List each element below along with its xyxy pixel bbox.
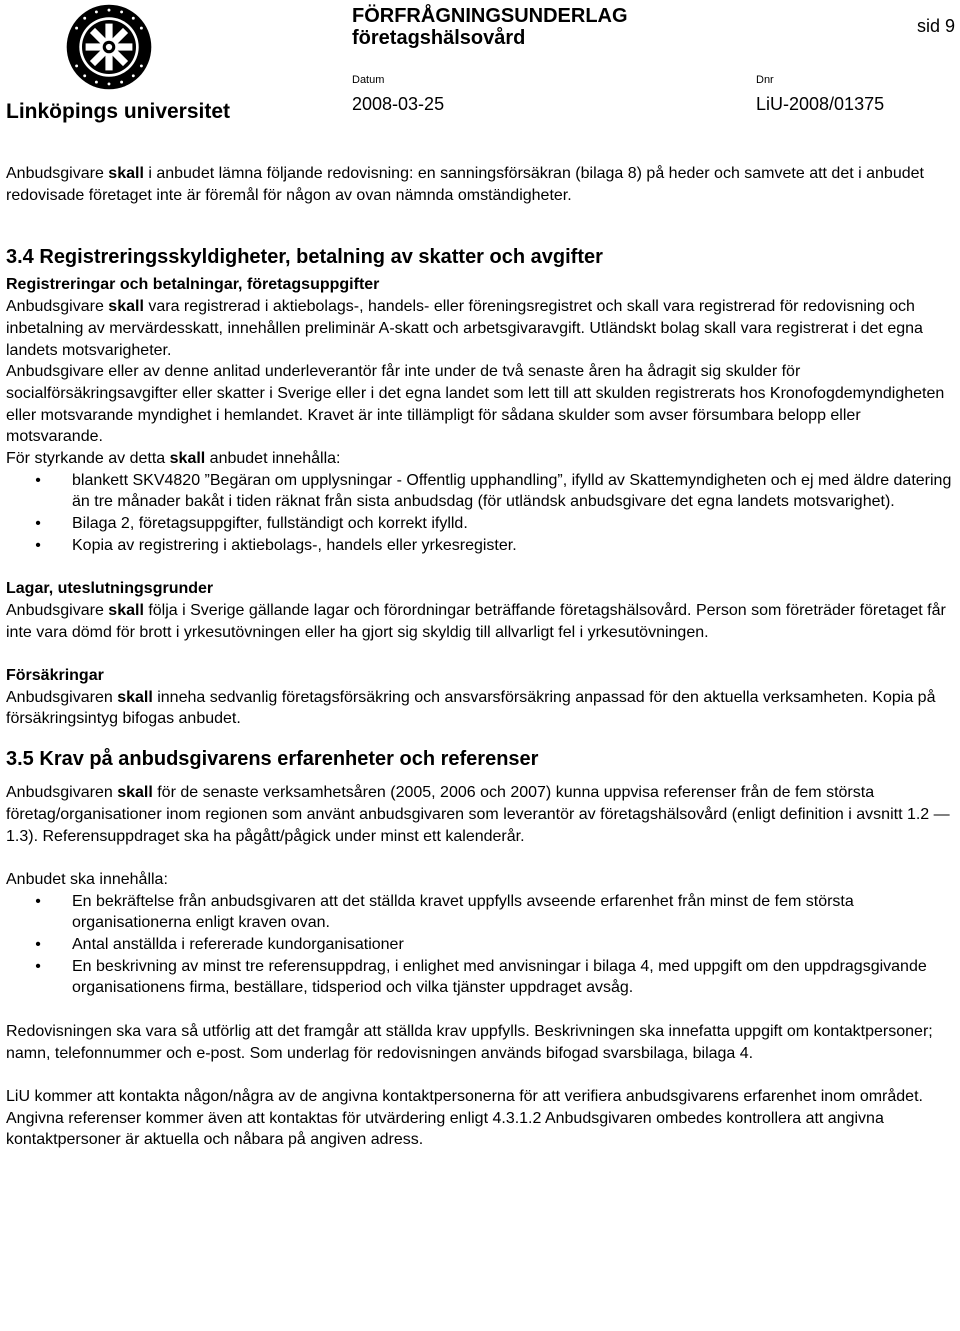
university-logo xyxy=(6,2,306,130)
list-item: • En bekräftelse från anbudsgivaren att det ställda kravet uppfylls avseende erfarenhet från minst de fem största organisationerna enligt kraven ovan. xyxy=(35,892,854,932)
svg-text:Linköpings universitet: Linköpings universitet xyxy=(6,100,231,123)
document-subtitle: företagshälsovård xyxy=(352,27,526,49)
date-label: Datum xyxy=(352,74,385,86)
list-item: • Antal anställda i refererade kundorganisationer xyxy=(35,936,404,954)
list-item: • blankett SKV4820 ”Begäran om upplysningar - Offentlig upphandling”, ifylld av Skattemyndigheten och ej med äldre datering än tre månader bakåt i tiden räknat från sista anbudsdag (för utländsk anbudsgivare det egna landets motsvarighet). xyxy=(35,471,952,511)
subheading-forsakringar: Försäkringar xyxy=(6,667,104,685)
document-body xyxy=(6,163,956,1151)
subheading-registreringar: Registreringar och betalningar, företagsuppgifter xyxy=(6,276,380,294)
bullet-list xyxy=(6,470,956,557)
bullet-list xyxy=(6,891,956,1000)
university-seal-icon xyxy=(64,2,154,92)
date-value: 2008-03-25 xyxy=(352,94,445,114)
intro-paragraph: Anbudsgivare skall i anbudet lämna följande redovisning: en sanningsförsäkran (bilaga 8) på heder och samvete att det i anbudet redovisade företaget inte är föremål för någon av ovan nämnda omständigheter. xyxy=(6,165,924,204)
document-title: FÖRFRÅGNINGSUNDERLAG xyxy=(352,5,628,27)
paragraph: Anbudsgivare skall följa i Sverige gällande lagar och förordningar beträffande företagshälsovård. Person som företräder företaget får inte vara dömd för brott i yrkesutövningen eller ha gjort sig skyldig till allvarligt fel i yrkesutövningen. xyxy=(6,601,946,641)
section-3-5-heading: 3.5 Krav på anbudsgivarens erfarenheter och referenser xyxy=(6,748,539,771)
list-item: • En beskrivning av minst tre referensuppdrag, i enlighet med anvisningar i bilaga 4, med uppgift om den uppdragsgivande organisationens firma, beställare, tidsperiod och vilka tjänster uppdraget avsåg. xyxy=(35,957,927,997)
dnr-value: LiU-2008/01375 xyxy=(756,94,885,114)
university-wordmark xyxy=(6,96,231,124)
paragraph: Redovisningen ska vara så utförlig att det framgår att ställda krav uppfylls. Beskrivningen ska innefatta uppgift om kontaktpersoner; namn, telefonnummer och e-post. Som underlag för redovisningen används bifogad svarsbilaga, bilaga 4. xyxy=(6,1022,933,1062)
list-item: • Bilaga 2, företagsuppgifter, fullständigt och korrekt ifylld. xyxy=(35,515,468,533)
paragraph: Anbudsgivare skall vara registrerad i aktiebolags-, handels- eller föreningsregistret och skall vara registrerad för redovisning och inbetalning av mervärdesskatt, innehållen preliminär A-skatt och arbetsgivaravgift. Utländskt bolag skall vara registrerat i det egna landets motsvarigheter. xyxy=(6,298,923,359)
section-3-4-heading: 3.4 Registreringsskyldigheter, betalning av skatter och avgifter xyxy=(6,246,603,269)
paragraph: Anbudsgivaren skall inneha sedvanlig företagsförsäkring och ansvarsförsäkring anpassad för den aktuella verksamheten. Kopia på försäkringsintyg bifogas anbudet. xyxy=(6,688,936,728)
dnr-label: Dnr xyxy=(756,74,774,86)
subheading-lagar: Lagar, uteslutningsgrunder xyxy=(6,580,214,598)
list-item: • Kopia av registrering i aktiebolags-, handels eller yrkesregister. xyxy=(35,536,517,554)
paragraph: Anbudsgivare eller av denne anlitad underleverantör får inte under de två senaste åren ha ådragit sig skulder för socialförsäkringsavgifter eller skatter i Sverige eller i det egna landet som lett till att skulden registrerats hos Kronofogdemyndigheten eller motsvarande myndighet i hemlandet. Kravet är inte tillämpligt för sådana skulder som avser försumbara belopp eller motsvarande. xyxy=(6,363,945,446)
page-number: sid 9 xyxy=(917,16,956,36)
paragraph: Anbudet ska innehålla: xyxy=(6,870,168,888)
paragraph: För styrkande av detta skall anbudet innehålla: xyxy=(6,450,341,468)
paragraph: LiU kommer att kontakta någon/några av de angivna kontaktpersonerna för att verifiera anbudsgivarens erfarenhet inom området. Angivna referenser kommer även att kontaktas för utvärdering enligt 4.3.1.2 Anbudsgivaren ombedes kontrollera att angivna kontaktpersoner är aktuella och nåbara på angiven adress. xyxy=(6,1087,923,1149)
paragraph: Anbudsgivaren skall för de senaste verksamhetsåren (2005, 2006 och 2007) kunna uppvisa referenser från de fem största företag/organisationer inom regionen som använt anbudsgivaren som leverantör av företagshälsovård (enligt definition i avsnitt 1.2 — 1.3). Referensuppdraget ska ha pågått/pågick under minst ett kalenderår. xyxy=(6,784,950,845)
